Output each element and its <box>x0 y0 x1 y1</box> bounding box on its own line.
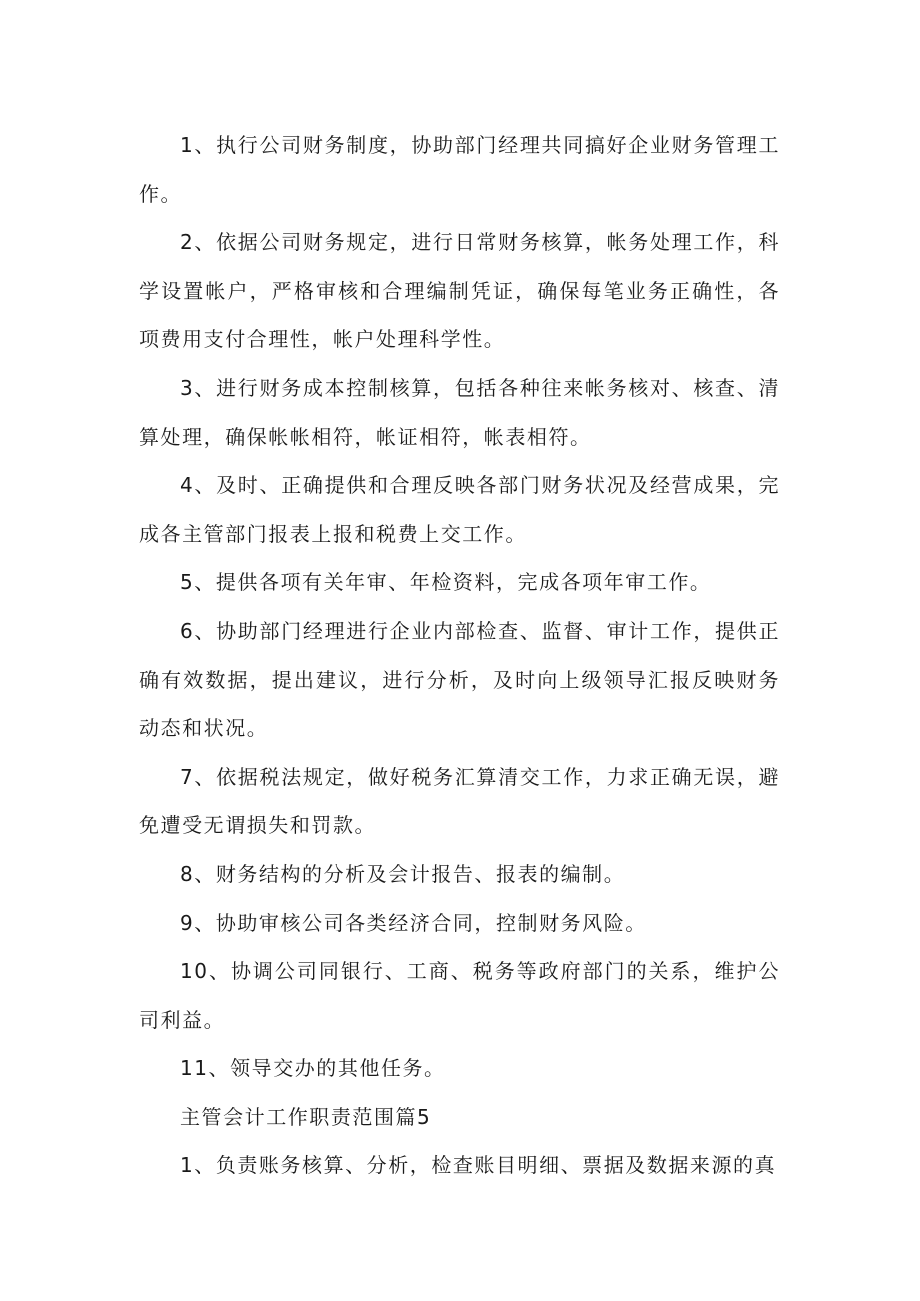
duty-item-6: 6、协助部门经理进行企业内部检查、监督、审计工作，提供正确有效数据，提出建议，进行分析，及时向上级领导汇报反映财务动态和状况。 <box>139 618 780 741</box>
duty-item-10: 10、协调公司同银行、工商、税务等政府部门的关系，维护公司利益。 <box>139 959 780 1032</box>
document-body <box>139 121 780 1190</box>
duty-item-3: 3、进行财务成本控制核算，包括各种往来帐务核对、核查、清算处理，确保帐帐相符，帐证相符，帐表相符。 <box>139 375 780 449</box>
section-heading: 主管会计工作职责范围篇5 <box>180 1104 432 1129</box>
duty-item-8: 8、财务结构的分析及会计报告、报表的编制。 <box>180 861 626 886</box>
duty-item-9: 9、协助审核公司各类经济合同，控制财务风险。 <box>180 910 647 935</box>
duty-item-2: 2、依据公司财务规定，进行日常财务核算，帐务处理工作，科学设置帐户，严格审核和合理编制凭证，确保每笔业务正确性，各项费用支付合理性，帐户处理科学性。 <box>139 230 780 352</box>
duty-item-5: 5、提供各项有关年审、年检资料，完成各项年审工作。 <box>180 570 712 595</box>
duty-item-11: 11、领导交办的其他任务。 <box>180 1056 446 1081</box>
duty-item-4: 4、及时、正确提供和合理反映各部门财务状况及经营成果，完成各主管部门报表上报和税费上交工作。 <box>139 473 780 546</box>
duty-item-7: 7、依据税法规定，做好税务汇算清交工作，力求正确无误，避免遭受无谓损失和罚款。 <box>139 764 780 838</box>
duty-item-1: 1、执行公司财务制度，协助部门经理共同搞好企业财务管理工作。 <box>139 133 780 206</box>
duty-item-next-1: 1、负责账务核算、分析，检查账目明细、票据及数据来源的真 <box>180 1153 777 1178</box>
